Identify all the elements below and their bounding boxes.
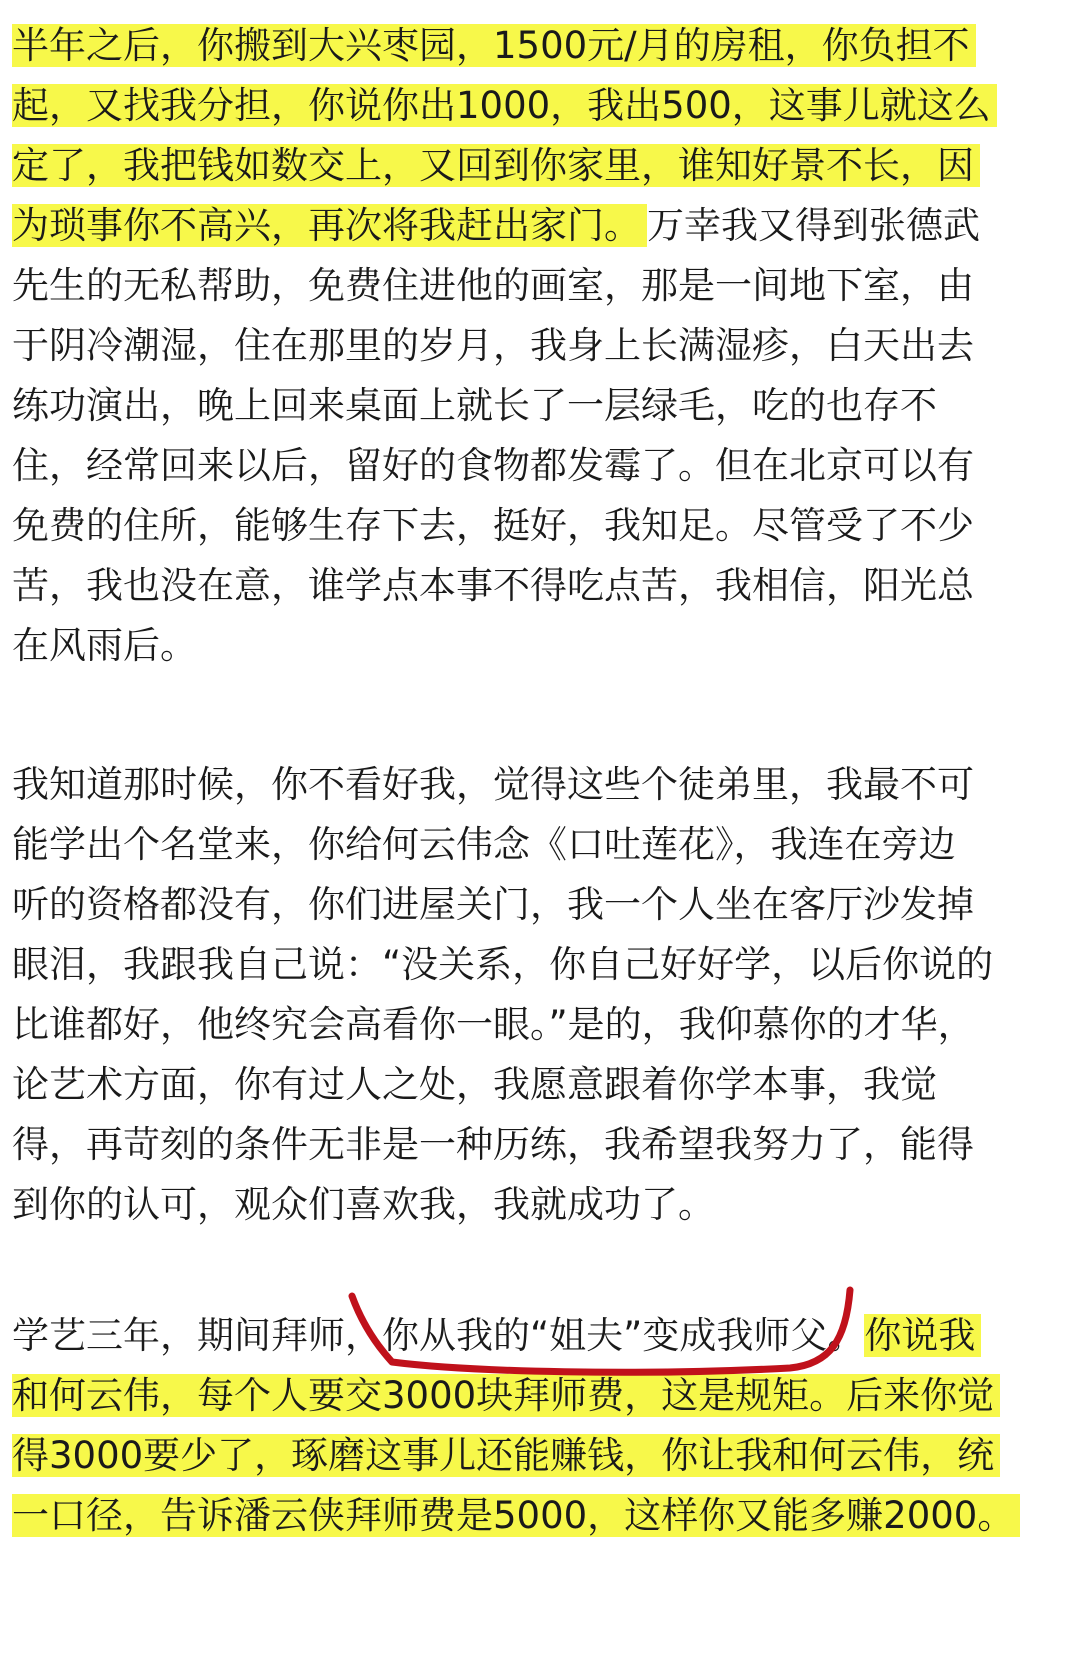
highlighted-text: 定了，我把钱如数交上，又回到你家里，谁知好景不长，因 bbox=[12, 144, 980, 187]
text-line bbox=[12, 136, 980, 196]
text-line bbox=[12, 76, 997, 136]
plain-text: 比谁都好，他终究会高看你一眼。”是的，我仰慕你的才华， bbox=[12, 1003, 975, 1046]
highlighted-text: 半年之后，你搬到大兴枣园，1500元/月的房租，你负担不 bbox=[12, 24, 976, 67]
plain-text: 学艺三年，期间拜师，你从我的“姐夫”变成我师父。 bbox=[12, 1314, 865, 1357]
plain-text: 于阴冷潮湿，住在那里的岁月，我身上长满湿疹，白天出去 bbox=[12, 324, 974, 367]
text-line bbox=[12, 815, 956, 875]
highlighted-text: 得3000要少了，琢磨这事儿还能赚钱，你让我和何云伟，统 bbox=[12, 1434, 1000, 1477]
text-line bbox=[12, 256, 974, 316]
text-line bbox=[12, 935, 993, 995]
plain-text: 免费的住所，能够生存下去，挺好，我知足。尽管受了不少 bbox=[12, 504, 974, 547]
text-line bbox=[12, 875, 974, 935]
plain-text: 眼泪，我跟我自己说：“没关系，你自己好好学，以后你说的 bbox=[12, 943, 994, 986]
text-line bbox=[12, 1486, 1020, 1546]
highlighted-text: 和何云伟，每个人要交3000块拜师费，这是规矩。后来你觉 bbox=[12, 1374, 1000, 1417]
plain-text: 到你的认可，观众们喜欢我，我就成功了。 bbox=[12, 1183, 715, 1226]
text-line bbox=[12, 16, 976, 76]
plain-text: 得，再苛刻的条件无非是一种历练，我希望我努力了，能得 bbox=[12, 1123, 974, 1166]
text-line bbox=[12, 556, 974, 616]
highlighted-text: 为琐事你不高兴，再次将我赶出家门。 bbox=[12, 204, 647, 247]
text-line bbox=[12, 196, 980, 256]
plain-text: 论艺术方面，你有过人之处，我愿意跟着你学本事，我觉 bbox=[12, 1063, 937, 1106]
plain-text: 听的资格都没有，你们进屋关门，我一个人坐在客厅沙发掉 bbox=[12, 883, 974, 926]
highlighted-text: 一口径，告诉潘云侠拜师费是5000，这样你又能多赚2000。 bbox=[12, 1494, 1020, 1537]
plain-text: 住，经常回来以后，留好的食物都发霉了。但在北京可以有 bbox=[12, 444, 974, 487]
text-line bbox=[12, 316, 974, 376]
plain-text: 我知道那时候，你不看好我，觉得这些个徒弟里，我最不可 bbox=[12, 763, 974, 806]
text-line bbox=[12, 496, 974, 556]
text-line bbox=[12, 1175, 715, 1235]
text-line bbox=[12, 1426, 1000, 1486]
plain-text: 先生的无私帮助，免费住进他的画室，那是一间地下室，由 bbox=[12, 264, 974, 307]
text-line bbox=[12, 1366, 1000, 1426]
text-line bbox=[12, 1055, 937, 1115]
highlighted-text: 起，又找我分担，你说你出1000，我出500，这事儿就这么 bbox=[12, 84, 997, 127]
plain-text: 练功演出，晚上回来桌面上就长了一层绿毛，吃的也存不 bbox=[12, 384, 937, 427]
text-line bbox=[12, 436, 974, 496]
plain-text: 能学出个名堂来，你给何云伟念《口吐莲花》，我连在旁边 bbox=[12, 823, 956, 866]
text-line bbox=[12, 616, 197, 676]
plain-text: 苦，我也没在意，谁学点本事不得吃点苦，我相信，阳光总 bbox=[12, 564, 974, 607]
highlighted-text: 你说我 bbox=[864, 1314, 981, 1357]
text-line bbox=[12, 995, 975, 1055]
text-line bbox=[12, 1115, 974, 1175]
plain-text: 万幸我又得到张德武 bbox=[647, 204, 980, 247]
text-line bbox=[12, 1306, 981, 1366]
text-line bbox=[12, 755, 974, 815]
text-line bbox=[12, 376, 937, 436]
plain-text: 在风雨后。 bbox=[12, 624, 197, 667]
